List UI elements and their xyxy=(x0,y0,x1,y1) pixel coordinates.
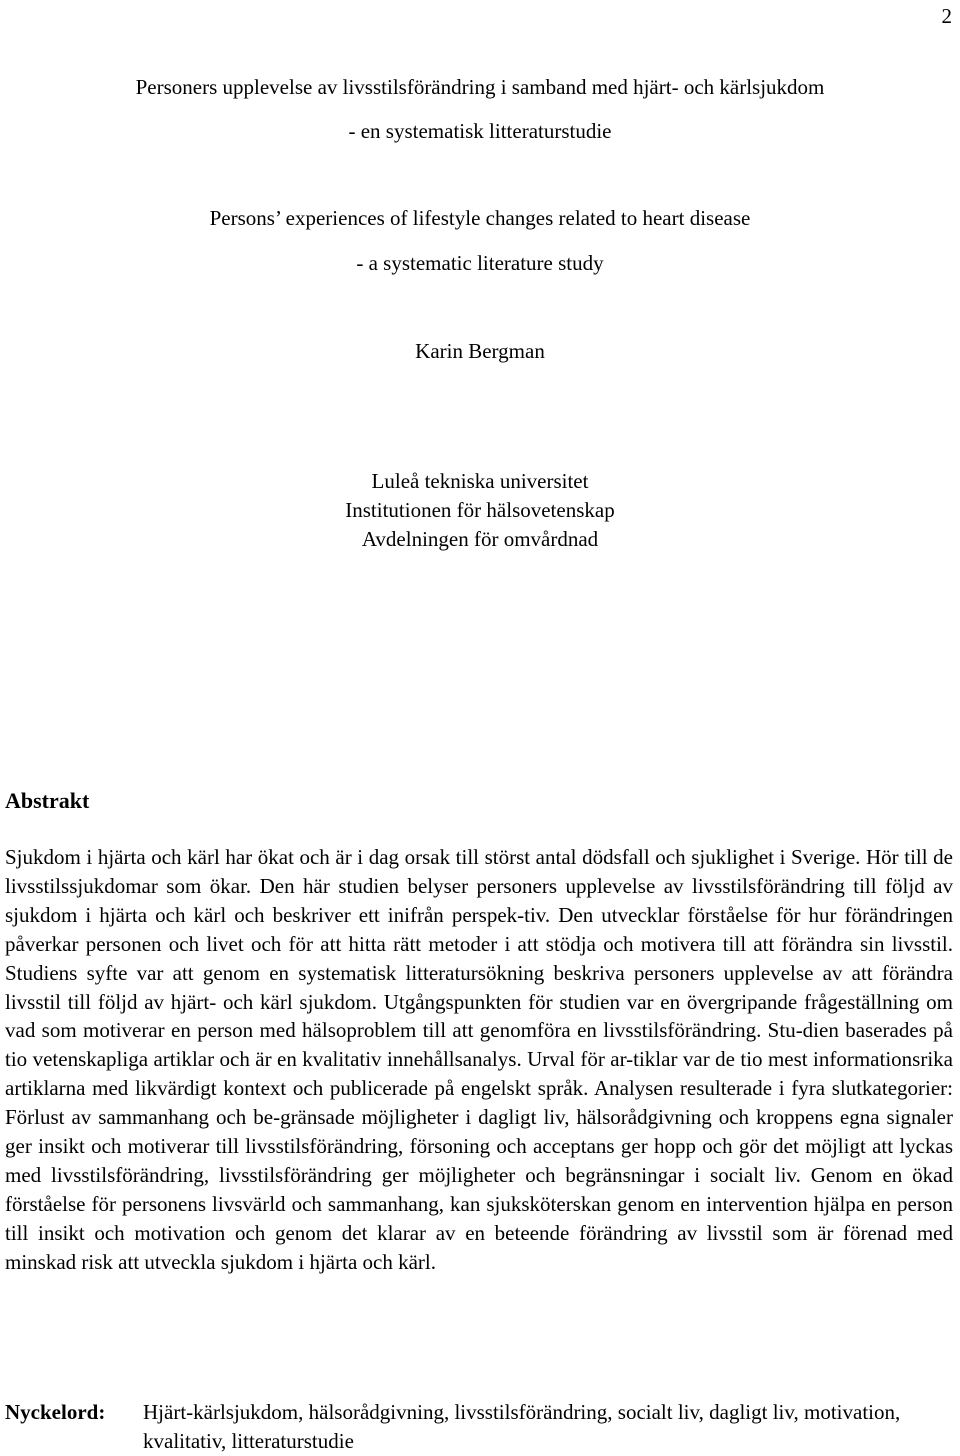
page-number: 2 xyxy=(941,4,952,28)
affiliation-institution: Institutionen för hälsovetenskap xyxy=(345,498,615,522)
keywords-label: Nyckelord: xyxy=(5,1400,106,1424)
keywords-list: Hjärt-kärlsjukdom, hälsorådgivning, livsstilsförändring, socialt liv, dagligt liv, motivation, kvalitativ, litteraturstudie xyxy=(143,1400,901,1453)
abstract-body: Sjukdom i hjärta och kärl har ökat och är i dag orsak till störst antal dödsfall och sjuklighet i Sverige. Hör till de livsstilssjukdomar som ökar. Den här studien belyser personers upplevelse av livsstilsförändring till följd av sjukdom i hjärta och kärl och beskriver ett inifrån perspek-tiv. Den utvecklar förståelse för hur förändringen påverkar personen och livet och för att hitta rätt metoder i att stödja och motivera till att förändra sin livsstil. Studiens syfte var att genom en systematisk litteratursökning beskriva personers upplevelse av att förändra livsstil till följd av hjärt- och kärl sjukdom. Utgångspunkten för studien var en övergripande frågeställning om vad som motiverar en person med hälsoproblem till att genomföra en livsstilsförändring. Stu-dien baserades på tio vetenskapliga artiklar och är en kvalitativ innehållsanalys. Urval för ar-tiklar var de tio mest informationsrika artiklarna med likvärdigt kontext och publicerade på engelskt språk. Analysen resulterade i fyra slutkategorier: Förlust av sammanhang och be-gränsade möjligheter i dagligt liv, hälsorådgivning och kroppens egna signaler ger insikt och motiverar till livsstilsförändring, försoning och acceptans ger hopp och gör det möjligt att lyckas med livsstilsförändring, livsstilsförändring ger möjligheter och begränsningar i socialt liv. Genom en ökad förståelse för personens livsvärld och sammanhang, kan sjuksköterskan genom en intervention hjälpa en person till insikt och motivation och genom det klarar av en beteende förändring av livsstil som är förenad med minskad risk att utveckla sjukdom i hjärta och kärl. xyxy=(5,845,953,1274)
author-name: Karin Bergman xyxy=(415,339,545,363)
abstract-heading: Abstrakt xyxy=(5,788,90,813)
affiliation-university: Luleå tekniska universitet xyxy=(371,469,589,493)
keywords-section xyxy=(5,1398,953,1456)
english-title-line-2: - a systematic literature study xyxy=(356,251,604,275)
swedish-title-line-1: Personers upplevelse av livsstilsförändring i samband med hjärt- och kärlsjukdom xyxy=(135,75,825,99)
english-title-line-1: Persons’ experiences of lifestyle changes related to heart disease xyxy=(209,206,751,230)
affiliation-division: Avdelningen för omvårdnad xyxy=(361,527,599,551)
swedish-title-line-2: - en systematisk litteraturstudie xyxy=(348,119,612,143)
